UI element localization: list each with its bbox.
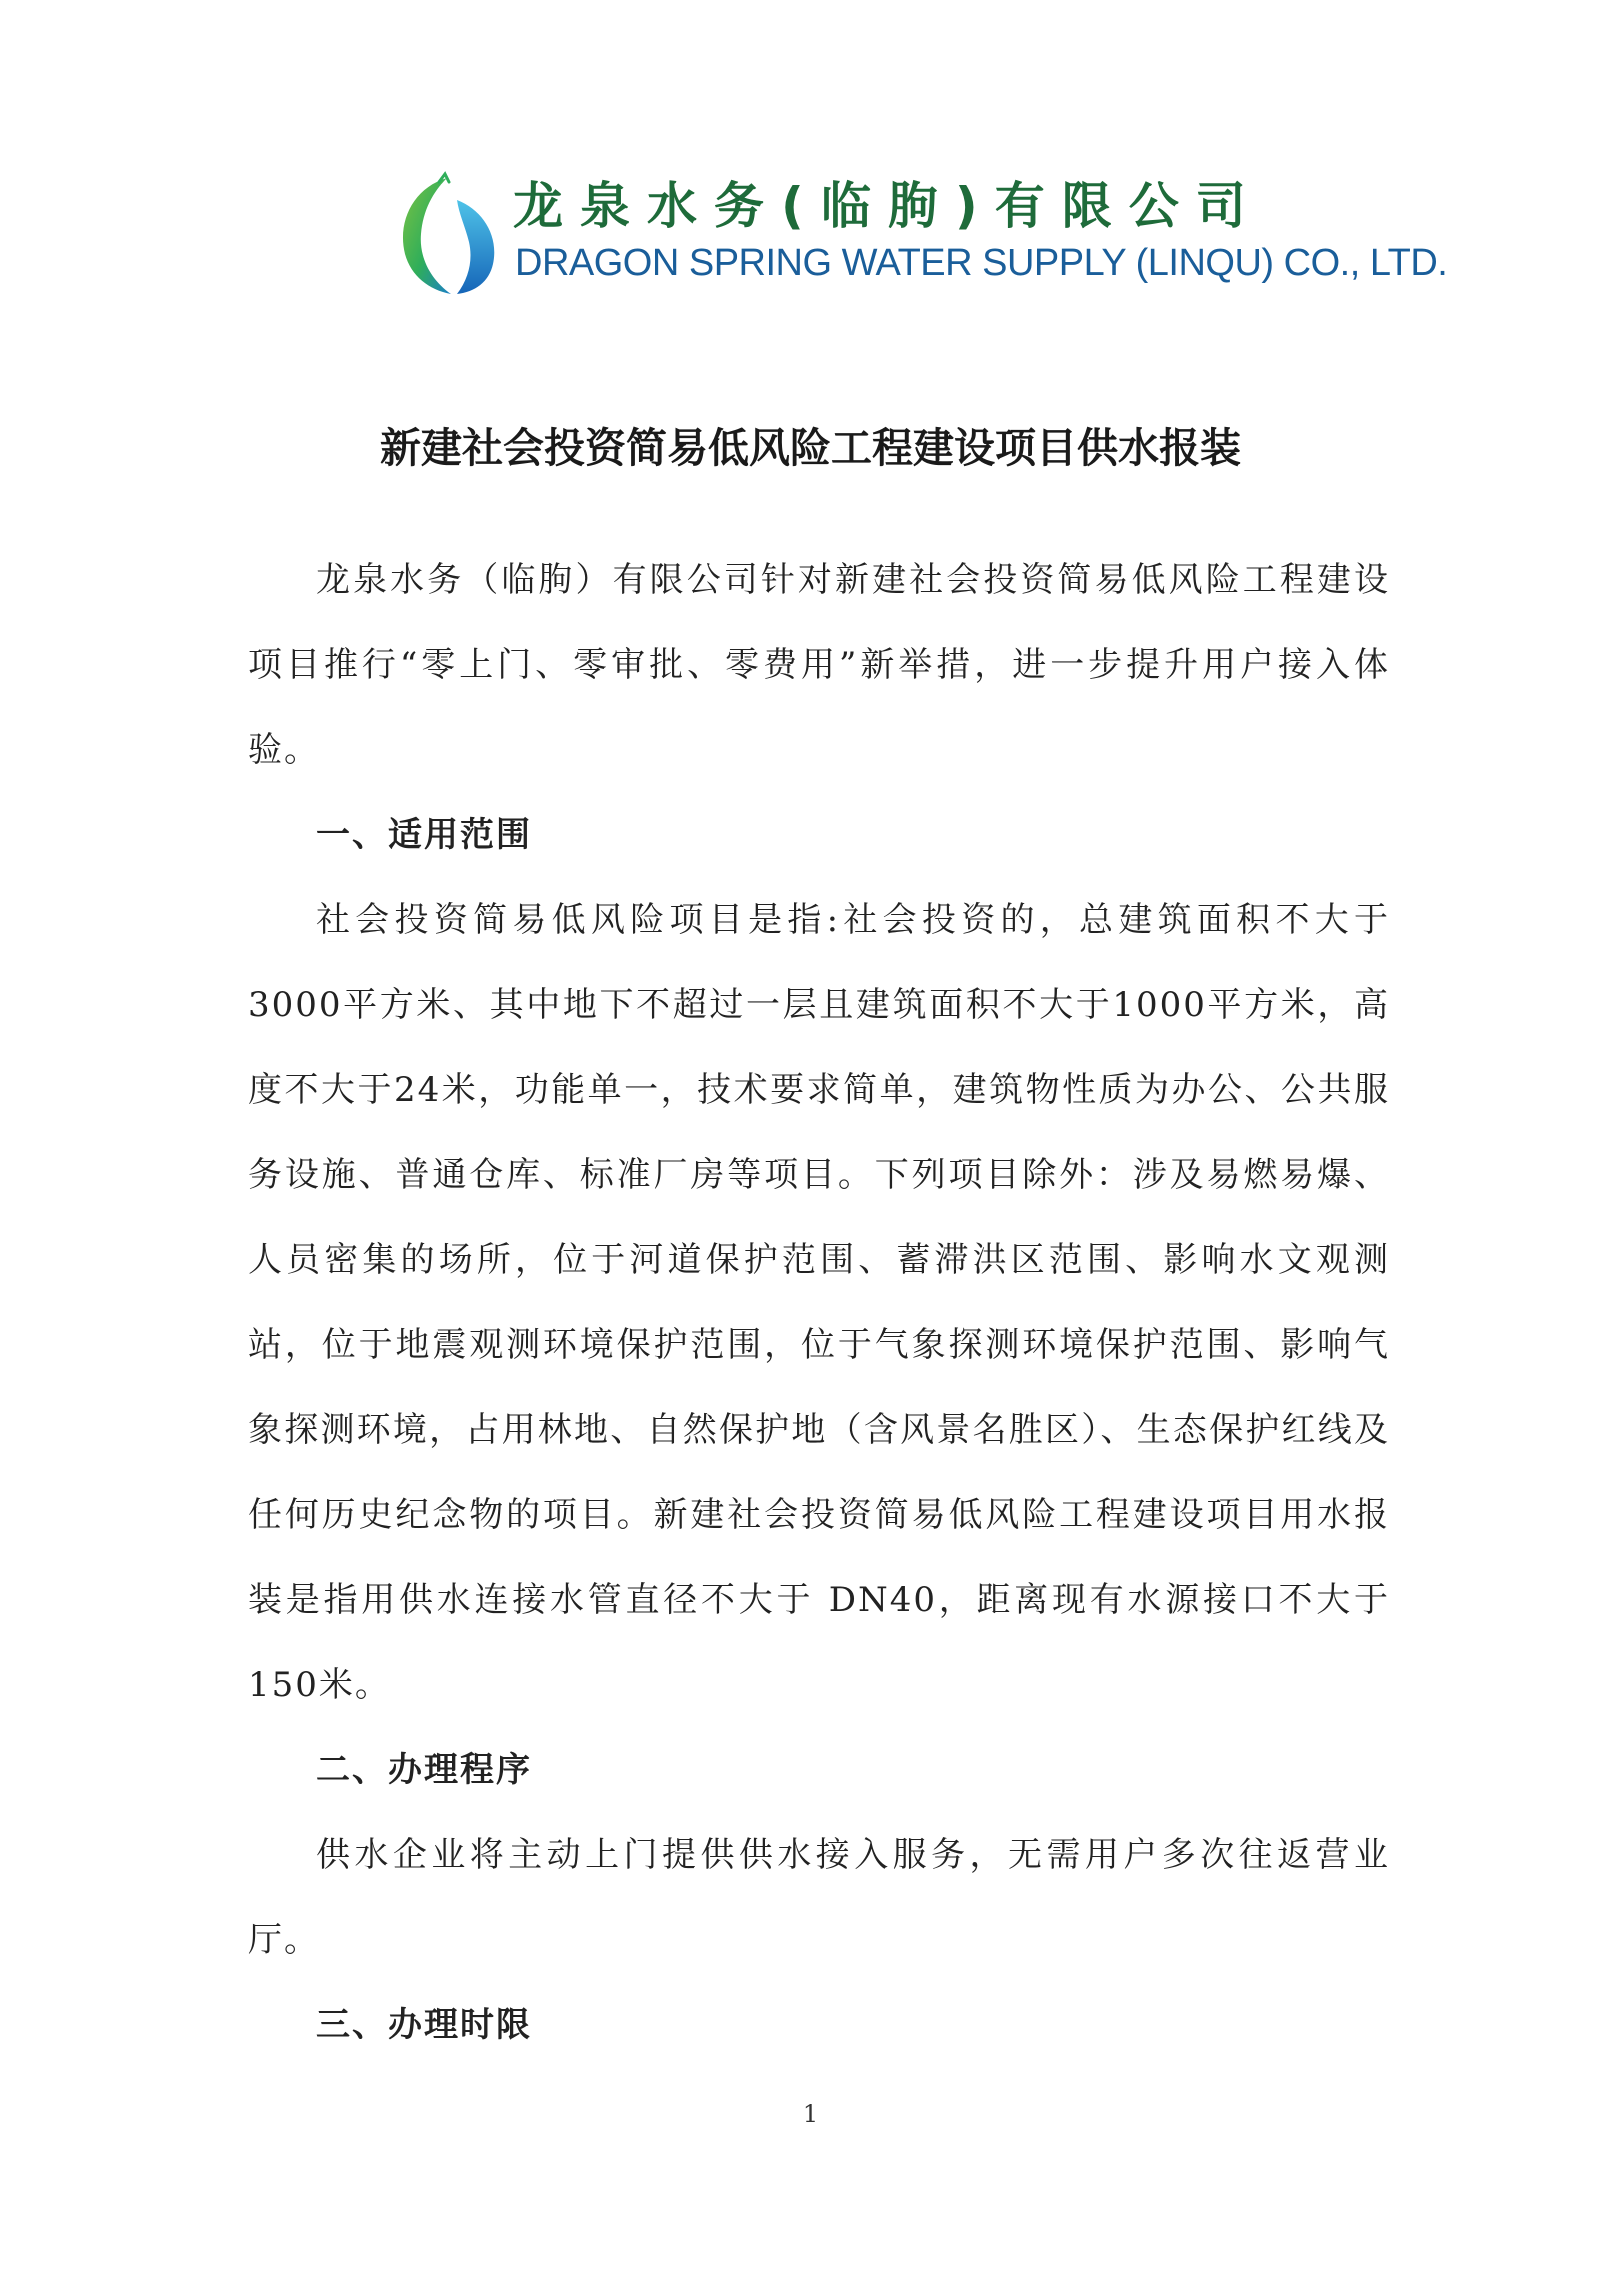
section-heading-procedure: 二、办理程序: [316, 1750, 532, 1790]
section-paragraph-scope: 社会投资简易低风险项目是指:社会投资的，总建筑面积不大于3000平方米、其中地下不超过一层且建筑面积不大于1000平方米，高度不大于24米，功能单一，技术要求简单，建筑物性质为办公、公共服务设施、普通仓库、标准厂房等项目。下列项目除外：涉及易燃易爆、人员密集的场所，位于河道保护范围、蓄滞洪区范围、影响水文观测站，位于地震观测环境保护范围，位于气象探测环境保护范围、影响气象探测环境，占用林地、自然保护地（含风景名胜区）、生态保护红线及任何历史纪念物的项目。新建社会投资简易低风险工程建设项目用水报装是指用供水连接水管直径不大于 DN40，距离现有水源接口不大于150米。: [248, 900, 1390, 1705]
company-name-cn: 龙泉水务(临朐)有限公司: [513, 177, 1263, 235]
section-heading-scope: 一、适用范围: [316, 815, 532, 855]
intro-paragraph: 龙泉水务（临朐）有限公司针对新建社会投资简易低风险工程建设项目推行“零上门、零审批、零费用”新举措，进一步提升用户接入体验。: [248, 560, 1390, 770]
section-paragraph-procedure: 供水企业将主动上门提供供水接入服务，无需用户多次往返营业厅。: [248, 1835, 1390, 1960]
company-name-en: DRAGON SPRING WATER SUPPLY (LINQU) CO., LTD.: [515, 242, 1448, 284]
letterhead: [395, 170, 1448, 295]
document-title: 新建社会投资简易低风险工程建设项目供水报装: [380, 424, 1241, 472]
document-body: [248, 538, 1390, 2068]
dragon-spring-logo-icon: [395, 170, 505, 295]
section-heading-time-limit: 三、办理时限: [316, 2005, 532, 2045]
page-number: 1: [802, 2100, 819, 2128]
